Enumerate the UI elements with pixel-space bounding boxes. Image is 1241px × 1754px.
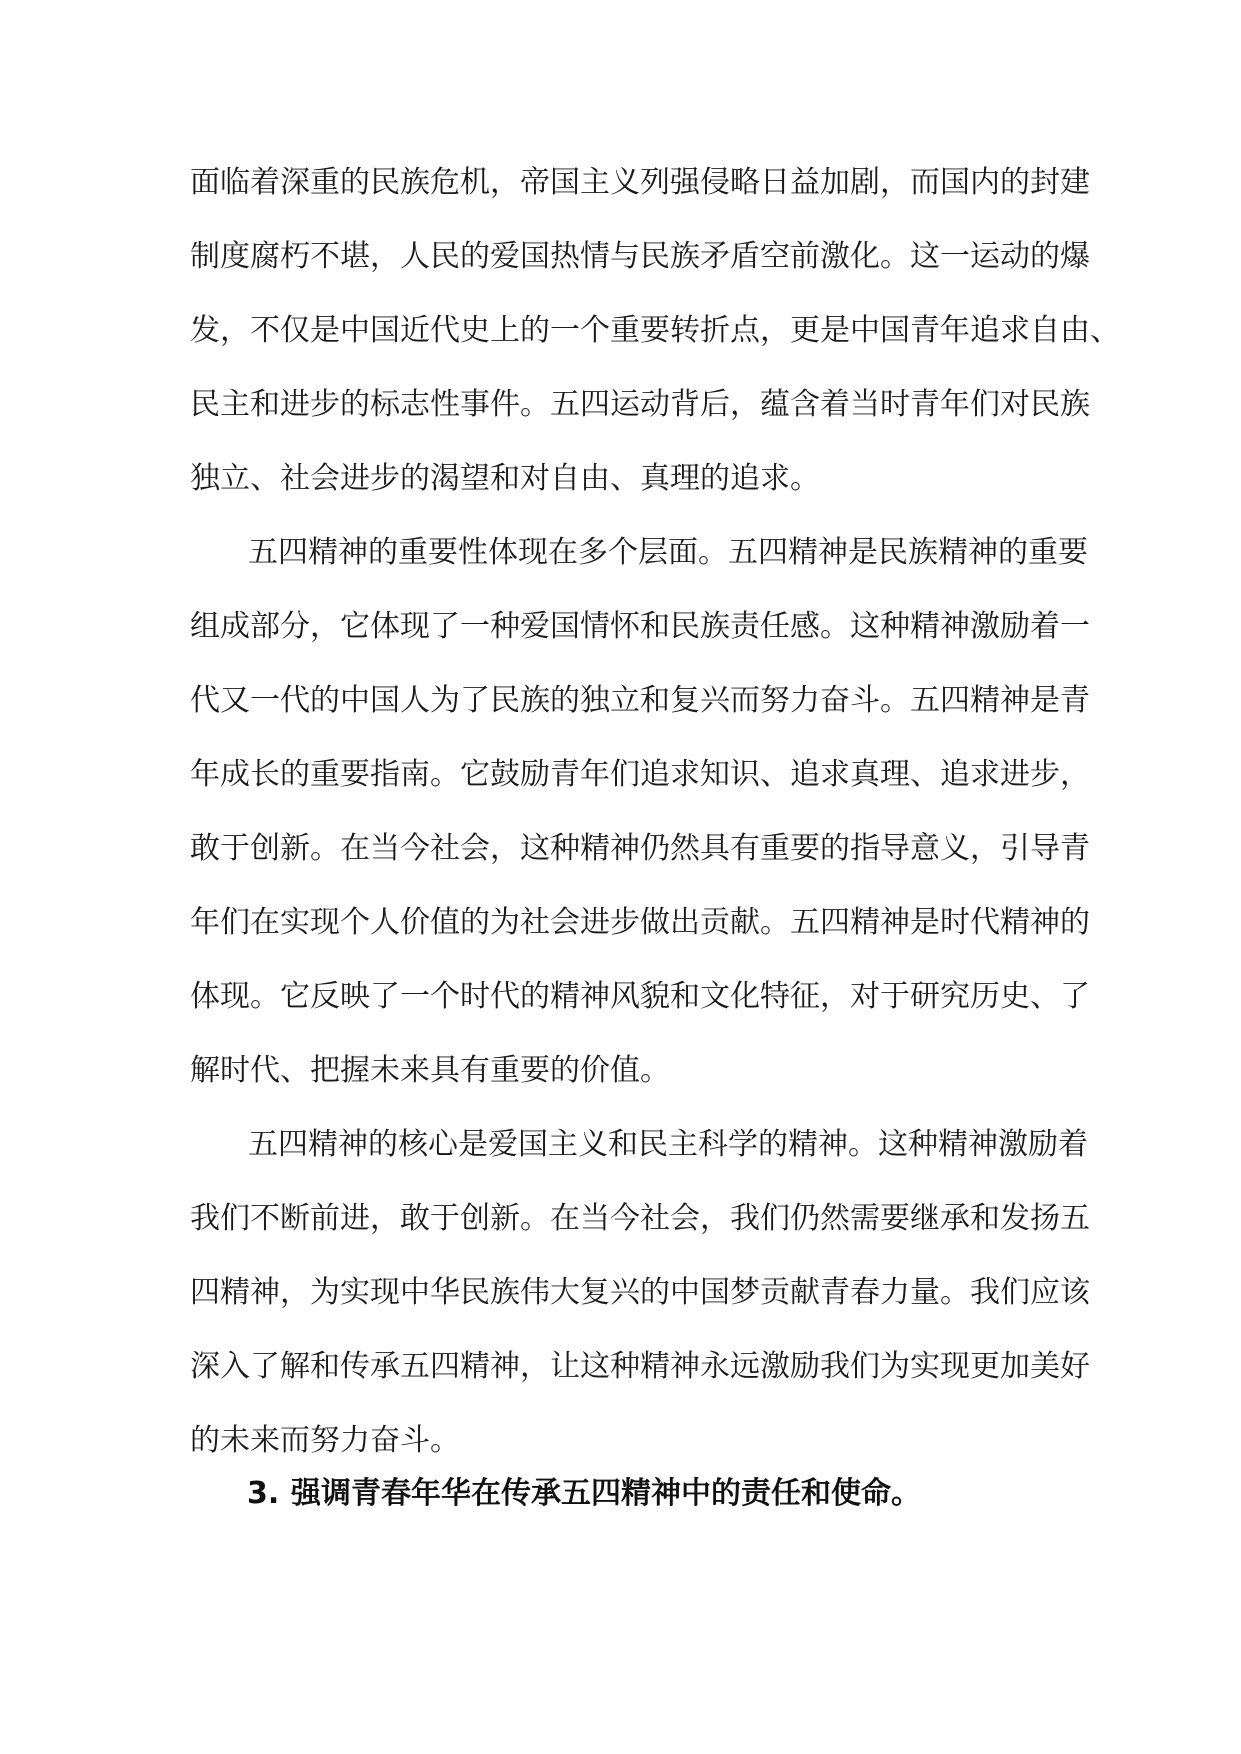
body-text xyxy=(190,146,1120,1478)
text-line: 体现。它反映了一个时代的精神风貌和文化特征，对于研究历史、了 xyxy=(190,979,1090,1014)
text-line: 年们在实现个人价值的为社会进步做出贡献。五四精神是时代精神的 xyxy=(190,905,1090,940)
paragraph-1 xyxy=(190,146,1120,516)
text-line: 五四精神的核心是爱国主义和民主科学的精神。这种精神激励着 xyxy=(248,1127,1088,1162)
text-line: 民主和进步的标志性事件。五四运动背后，蕴含着当时青年们对民族 xyxy=(190,387,1090,422)
text-line: 深入了解和传承五四精神，让这种精神永远激励我们为实现更加美好 xyxy=(190,1349,1090,1384)
text-line: 敢于创新。在当今社会，这种精神仍然具有重要的指导意义，引导青 xyxy=(190,831,1090,866)
text-line: 四精神，为实现中华民族伟大复兴的中国梦贡献青春力量。我们应该 xyxy=(190,1275,1090,1310)
text-line: 面临着深重的民族危机，帝国主义列强侵略日益加剧，而国内的封建 xyxy=(190,165,1090,200)
text-line: 独立、社会进步的渴望和对自由、真理的追求。 xyxy=(190,461,820,496)
text-line: 年成长的重要指南。它鼓励青年们追求知识、追求真理、追求进步， xyxy=(190,757,1090,792)
text-line: 组成部分，它体现了一种爱国情怀和民族责任感。这种精神激励着一 xyxy=(190,609,1090,644)
section-number: 3. xyxy=(247,1476,280,1511)
text-line: 的未来而努力奋斗。 xyxy=(190,1423,460,1458)
text-line: 我们不断前进，敢于创新。在当今社会，我们仍然需要继承和发扬五 xyxy=(190,1201,1090,1236)
section-heading xyxy=(247,1474,921,1514)
text-line: 五四精神的重要性体现在多个层面。五四精神是民族精神的重要 xyxy=(248,535,1088,570)
text-line: 发，不仅是中国近代史上的一个重要转折点，更是中国青年追求自由、 xyxy=(190,313,1120,348)
text-line: 解时代、把握未来具有重要的价值。 xyxy=(190,1053,670,1088)
text-line: 制度腐朽不堪，人民的爱国热情与民族矛盾空前激化。这一运动的爆 xyxy=(190,239,1090,274)
paragraph-3 xyxy=(190,1108,1090,1478)
section-title: 强调青春年华在传承五四精神中的责任和使命。 xyxy=(291,1476,921,1511)
text-line: 代又一代的中国人为了民族的独立和复兴而努力奋斗。五四精神是青 xyxy=(190,683,1090,718)
paragraph-2 xyxy=(190,516,1090,1108)
